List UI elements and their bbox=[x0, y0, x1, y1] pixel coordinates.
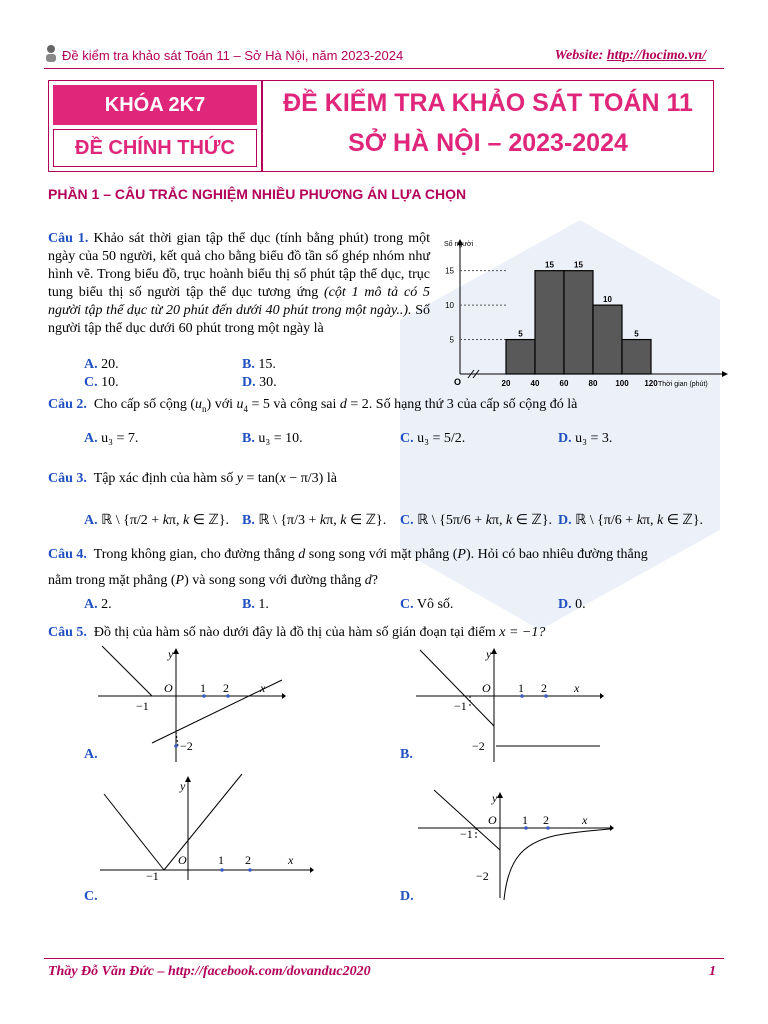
q1-option-d[interactable] bbox=[242, 374, 277, 392]
x-axis-arrow bbox=[722, 371, 728, 377]
exam-title-box bbox=[262, 80, 714, 172]
tick-m1: −1 bbox=[454, 699, 467, 713]
graph-d bbox=[414, 788, 614, 900]
option-num: π bbox=[603, 513, 611, 528]
tick-2: 2 bbox=[541, 681, 547, 695]
course-label: KHÓA 2K7 bbox=[53, 85, 257, 125]
option-den: 6 bbox=[463, 513, 471, 528]
option-num: π bbox=[129, 513, 137, 528]
option-value: u₃ = 3. bbox=[575, 431, 613, 446]
footer-author[interactable]: Thầy Đỗ Văn Đức – http://facebook.com/dovanduc2020 bbox=[48, 964, 371, 979]
option-label: D. bbox=[558, 597, 572, 612]
option-label: B. bbox=[242, 513, 255, 528]
y-label: y bbox=[168, 647, 174, 661]
option-den: 2 bbox=[140, 513, 148, 528]
tick-m2: −2 bbox=[472, 739, 485, 753]
exam-subtitle: SỞ HÀ NỘI – 2023-2024 bbox=[348, 129, 628, 157]
option-value: 15. bbox=[258, 357, 276, 372]
x-tick-label: 120 bbox=[644, 379, 658, 388]
question-3-text-b: là bbox=[326, 471, 337, 486]
option-num: π bbox=[287, 513, 295, 528]
question-1-text2: Số người tập thể dục dưới 60 phút trong một ngày là bbox=[48, 303, 430, 336]
tan-expression: y = tan(x − π/3) bbox=[236, 471, 324, 486]
question-4-text-d: nằm trong mặt phẳng bbox=[48, 573, 168, 588]
option-label: D. bbox=[558, 431, 572, 446]
q4-option-a[interactable] bbox=[84, 596, 112, 614]
question-2-text-a: Cho cấp số cộng bbox=[93, 397, 187, 412]
q5-option-a[interactable]: A. bbox=[84, 747, 98, 762]
x-axis-title: Thời gian (phút) bbox=[658, 381, 708, 388]
q1-option-b[interactable] bbox=[242, 356, 276, 374]
question-1 bbox=[48, 230, 430, 338]
question-5-text-b: x = −1? bbox=[499, 625, 546, 640]
question-5-text-a: Đồ thị của hàm số nào dưới đây là đồ thị của hàm số gián đoạn tại điểm bbox=[93, 625, 496, 640]
tick-m2: −2 bbox=[476, 869, 489, 883]
question-2-text-d: Số hạng thứ 3 của cấp số cộng đó là bbox=[375, 397, 578, 412]
origin-label: O bbox=[488, 813, 497, 827]
question-3-text-a: Tập xác định của hàm số bbox=[93, 471, 234, 486]
x-tick-label: 60 bbox=[559, 379, 569, 388]
footer-divider bbox=[44, 958, 724, 959]
histogram-bar bbox=[564, 271, 593, 374]
sequence-symbol: $(u_n)$ bbox=[190, 397, 212, 414]
q5-option-b[interactable]: B. bbox=[400, 747, 413, 762]
question-5 bbox=[48, 624, 728, 642]
tick-2: 2 bbox=[223, 681, 229, 695]
question-4-text-c: Hỏi có bao nhiêu đường thẳng bbox=[477, 547, 648, 562]
q1-option-a[interactable] bbox=[84, 356, 119, 374]
question-1-note: (cột 1 mô tả có 5 người tập thể dục từ 20 phút đến dưới 40 phút trong một ngày..). bbox=[48, 285, 431, 318]
question-4-label: Câu 4. bbox=[48, 547, 87, 562]
question-4-text-e: và song song với đường thẳng bbox=[192, 573, 362, 588]
question-4-text-b: song song với mặt phẳng bbox=[308, 547, 450, 562]
histogram-bar bbox=[622, 340, 651, 374]
graph-a bbox=[96, 644, 286, 764]
part-title: PHẦN 1 – CÂU TRẮC NGHIỆM NHIỀU PHƯƠNG ÁN LỰA CHỌN bbox=[48, 186, 467, 202]
question-2-label: Câu 2. bbox=[48, 397, 87, 412]
option-label: D. bbox=[242, 375, 256, 390]
option-label: A. bbox=[84, 513, 98, 528]
y-label: y bbox=[486, 647, 492, 661]
tick-1: 1 bbox=[522, 813, 528, 827]
x-label: x bbox=[582, 813, 588, 827]
question-5-label: Câu 5. bbox=[48, 625, 87, 640]
header-divider bbox=[44, 68, 724, 69]
option-den: 6 bbox=[614, 513, 622, 528]
question-1-text: Khảo sát thời gian tập thể dục (tính bằng phút) trong một ngày của 50 người, kết quả cho bằng biểu đồ tần số ghép nhóm như hình vẽ. Trong biểu đồ, trục hoành biểu thị số phút tập thể dục, trục tung biểu thị số người tập thể dục tương ứng bbox=[48, 231, 431, 300]
option-value: u₃ = 5/2. bbox=[417, 431, 466, 446]
tick-1: 1 bbox=[200, 681, 206, 695]
histogram-bar bbox=[535, 271, 564, 374]
question-4-line2: nằm trong mặt phẳng (P) và song song với đường thẳng d? bbox=[48, 573, 378, 588]
option-label: C. bbox=[400, 597, 414, 612]
option-value: u₃ = 10. bbox=[258, 431, 303, 446]
q3-option-b[interactable]: B. ℝ \ {π/3 + kπ, k ∈ ℤ}. bbox=[242, 513, 387, 528]
origin-label: O bbox=[164, 681, 173, 695]
question-2-text-c: và công sai bbox=[273, 397, 337, 412]
tick-m1: −1 bbox=[146, 869, 159, 882]
question-2 bbox=[48, 396, 728, 418]
histogram-bar bbox=[593, 305, 622, 374]
option-label: B. bbox=[242, 431, 255, 446]
x-tick-label: 80 bbox=[588, 379, 598, 388]
page-number: 1 bbox=[709, 964, 716, 979]
histogram-bar bbox=[506, 340, 535, 374]
option-num: 5π bbox=[445, 513, 460, 528]
y-label: y bbox=[180, 779, 186, 793]
q4-option-c[interactable] bbox=[400, 596, 453, 614]
origin-label: O bbox=[454, 377, 462, 387]
option-label: D. bbox=[558, 513, 572, 528]
exam-title: ĐỀ KIỂM TRA KHẢO SÁT TOÁN 11 bbox=[283, 89, 693, 117]
q3-option-c[interactable]: C. ℝ \ {5π/6 + kπ, k ∈ ℤ}. bbox=[400, 513, 553, 528]
q2-option-b[interactable] bbox=[242, 430, 303, 448]
bar-value-label: 15 bbox=[545, 260, 554, 270]
y-label: y bbox=[492, 791, 498, 805]
q4-option-b[interactable] bbox=[242, 596, 269, 614]
tick-m2: −2 bbox=[180, 739, 193, 753]
course-box bbox=[48, 80, 262, 172]
header-website bbox=[555, 48, 706, 64]
option-label: A. bbox=[84, 357, 98, 372]
question-4-text-a: Trong không gian, cho đường thẳng bbox=[93, 547, 295, 562]
q5-option-d[interactable]: D. bbox=[400, 889, 414, 904]
option-value: Vô số. bbox=[416, 597, 454, 612]
origin-label: O bbox=[482, 681, 491, 695]
x-tick-label: 100 bbox=[615, 379, 629, 388]
q5-option-c[interactable]: C. bbox=[84, 889, 98, 904]
question-2-text-b: với bbox=[214, 397, 233, 412]
option-den: 3 bbox=[298, 513, 306, 528]
question-1-label: Câu 1. bbox=[48, 231, 89, 246]
q1-option-c[interactable] bbox=[84, 374, 119, 392]
origin-label: O bbox=[178, 853, 187, 867]
option-label: B. bbox=[242, 597, 255, 612]
option-value: u₃ = 7. bbox=[101, 431, 139, 446]
tick-1: 1 bbox=[218, 853, 224, 867]
q3-option-d[interactable]: D. ℝ \ {π/6 + kπ, k ∈ ℤ}. bbox=[558, 513, 704, 528]
bar-value-label: 5 bbox=[518, 329, 523, 339]
q2-option-a[interactable] bbox=[84, 430, 138, 448]
website-label: Website: bbox=[554, 48, 604, 63]
option-label: B. bbox=[242, 357, 255, 372]
tick-2: 2 bbox=[245, 853, 251, 867]
header-logo-icon bbox=[44, 44, 58, 62]
option-value: 1. bbox=[258, 597, 269, 612]
histogram-chart bbox=[440, 236, 730, 388]
website-link[interactable]: http://hocimo.vn/ bbox=[606, 48, 706, 63]
option-label: C. bbox=[400, 513, 414, 528]
y-tick-label: 10 bbox=[445, 301, 454, 311]
bar-value-label: 10 bbox=[603, 295, 612, 305]
question-3 bbox=[48, 470, 728, 488]
x-label: x bbox=[288, 853, 294, 867]
q3-option-a[interactable]: A. ℝ \ {π/2 + kπ, k ∈ ℤ}. bbox=[84, 513, 230, 528]
question-4: Câu 4. Trong không gian, cho đường thẳng d song song với mặt phẳng (P). Hỏi có bao nhiêu đường thẳng bbox=[48, 547, 648, 562]
u4-expression: $u_4 = 5$ bbox=[236, 397, 270, 414]
tick-1: 1 bbox=[518, 681, 524, 695]
option-label: C. bbox=[84, 375, 98, 390]
option-label: C. bbox=[400, 431, 414, 446]
bar-value-label: 5 bbox=[634, 329, 639, 339]
y-tick-label: 15 bbox=[445, 266, 454, 276]
graph-b bbox=[414, 644, 604, 764]
option-value: 2. bbox=[101, 597, 112, 612]
x-label: x bbox=[574, 681, 580, 695]
y-axis-title: Số người bbox=[444, 241, 474, 248]
tick-2: 2 bbox=[543, 813, 549, 827]
bar-value-label: 15 bbox=[574, 260, 583, 270]
tick-m1: −1 bbox=[136, 699, 149, 713]
question-3-label: Câu 3. bbox=[48, 471, 87, 486]
option-label: A. bbox=[84, 431, 98, 446]
x-tick-label: 20 bbox=[501, 379, 511, 388]
option-value: 0. bbox=[575, 597, 586, 612]
q2-option-c[interactable] bbox=[400, 430, 465, 448]
option-value: 10. bbox=[101, 375, 119, 390]
tick-m1: −1 bbox=[460, 827, 473, 841]
option-label: A. bbox=[84, 597, 98, 612]
d-expression: d = 2. bbox=[339, 397, 373, 412]
graph-c bbox=[96, 772, 316, 882]
official-label: ĐỀ CHÍNH THỨC bbox=[53, 129, 257, 167]
y-tick-label: 5 bbox=[449, 335, 454, 345]
x-label: x bbox=[260, 681, 266, 695]
option-value: 20. bbox=[101, 357, 119, 372]
option-value: 30. bbox=[259, 375, 277, 390]
x-tick-label: 40 bbox=[530, 379, 540, 388]
q4-option-d[interactable] bbox=[558, 596, 586, 614]
q2-option-d[interactable] bbox=[558, 430, 612, 448]
header-title: Đề kiểm tra khảo sát Toán 11 – Sở Hà Nội, năm 2023-2024 bbox=[62, 48, 404, 63]
